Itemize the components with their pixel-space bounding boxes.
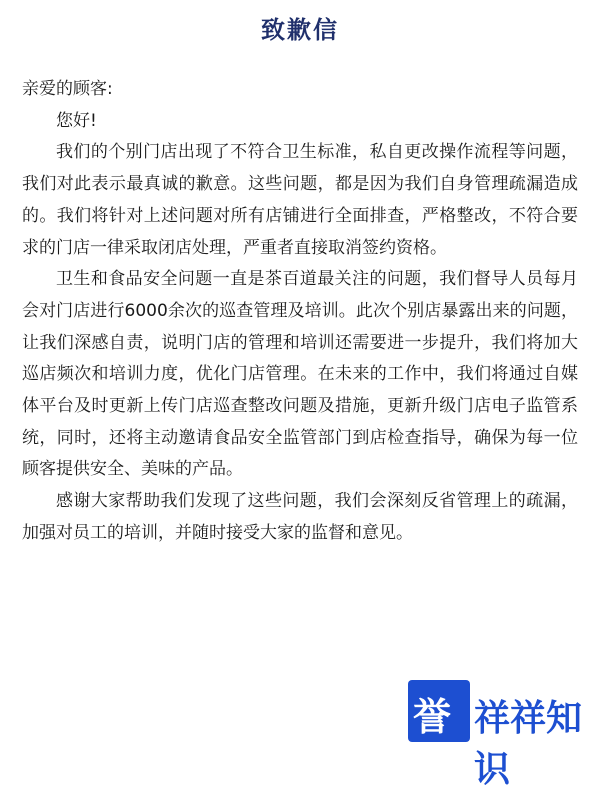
greeting: 您好! [56,110,97,131]
watermark-text: 祥祥知识 [474,698,583,790]
watermark-logo [408,680,586,790]
letter-body [22,74,578,550]
watermark-block-text: 誉 [413,695,452,739]
paragraph-1: 我们的个别门店出现了不符合卫生标准，私自更改操作流程等问题，我们对此表示最真诚的歉意。这些问题，都是因为我们自身管理疏漏造成的。我们将针对上述问题对所有店铺进行全面排查，严格整改，不符合要求的门店一律采取闭店处理，严重者直接取消签约资格。 [22,142,578,258]
salutation: 亲爱的顾客: [22,79,113,99]
letter-title: 致歉信 [261,16,339,44]
paragraph-3: 感谢大家帮助我们发现了这些问题，我们会深刻反省管理上的疏漏，加强对员工的培训，并随时接受大家的监督和意见。 [22,491,578,543]
paragraph-2: 卫生和食品安全问题一直是茶百道最关注的问题，我们督导人员每月会对门店进行6000余次的巡查管理及培训。此次个别店暴露出来的问题，让我们深感自责，说明门店的管理和培训还需要进一步提升，我们将加大巡店频次和培训力度，优化门店管理。在未来的工作中，我们将通过自媒体平台及时更新上传门店巡查整改问题及措施，更新升级门店电子监管系统，同时，还将主动邀请食品安全监管部门到店检查指导，确保为每一位顾客提供安全、美味的产品。 [22,269,578,480]
watermark-block [408,680,470,742]
